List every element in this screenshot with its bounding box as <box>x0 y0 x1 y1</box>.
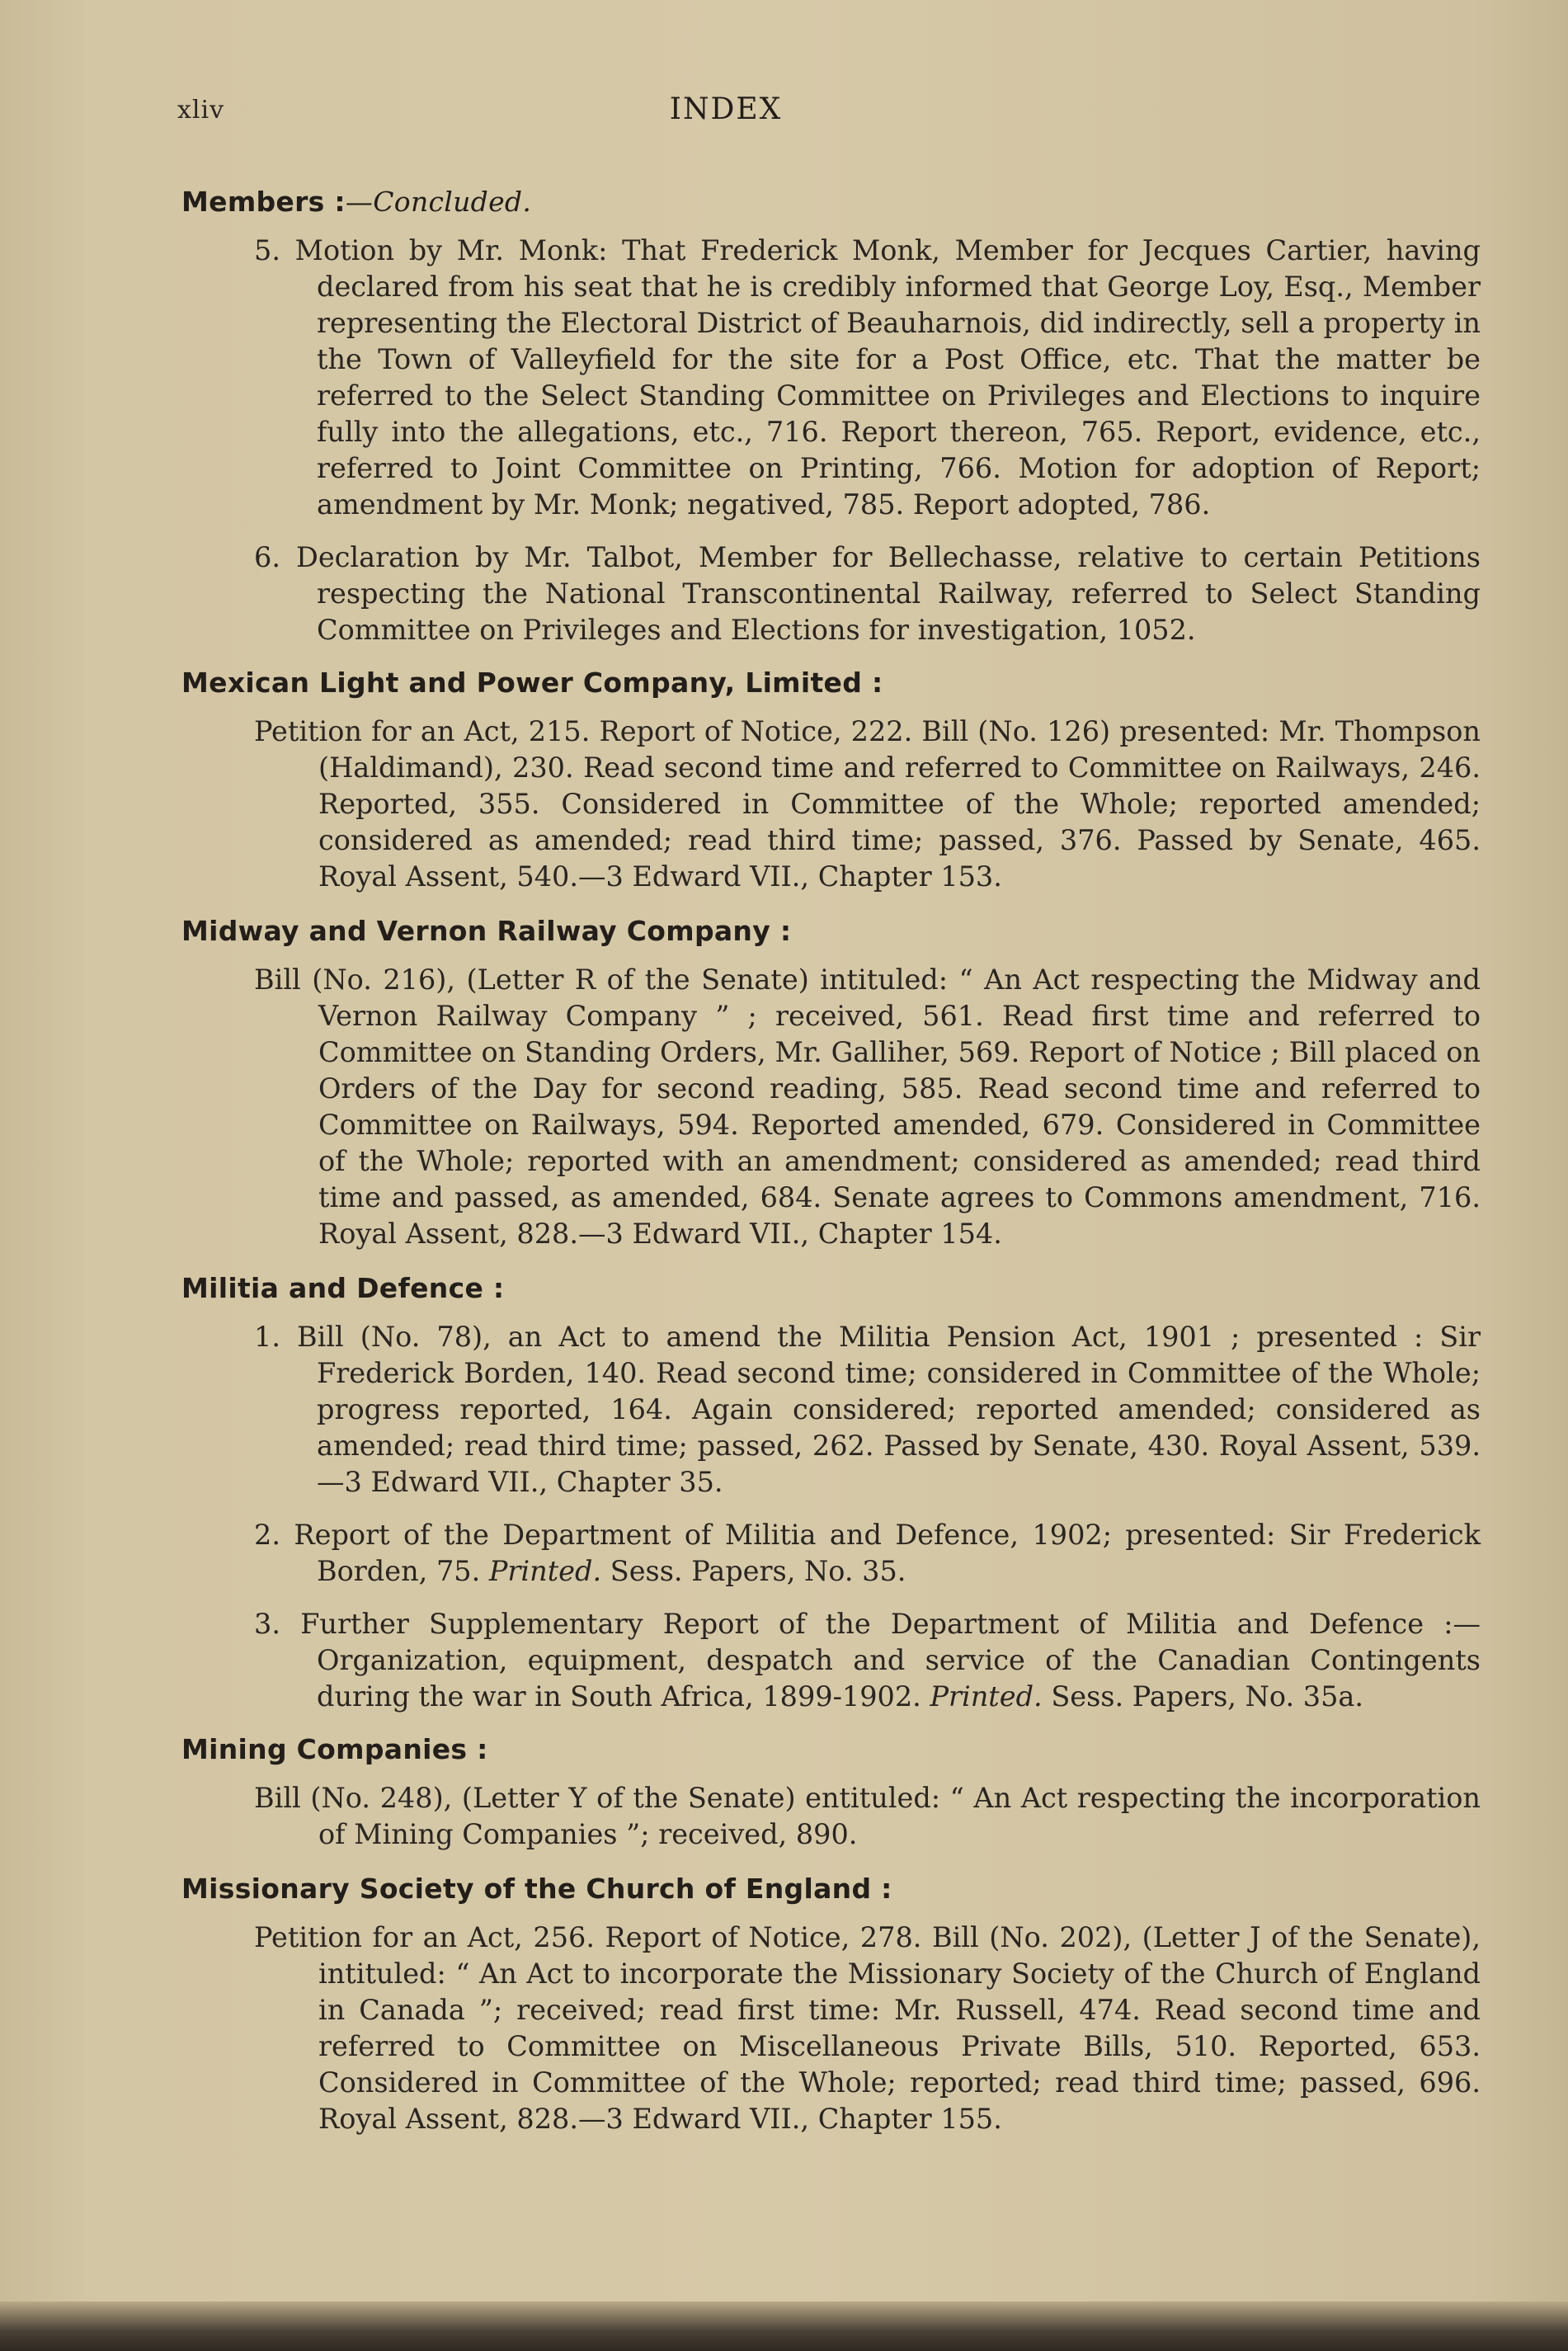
section-heading: Members :—Concluded. <box>181 186 532 218</box>
entry-text: Petition for an Act, 256. Report of Notice, 278. Bill (No. 202), (Letter J of the Senate), intituled: “ An Act to incorporate the Missionary Society of the Church of England in Canada ”; received; read first time: Mr. Russell, 474. Read second time and referred to Committee on Miscellaneous Private Bills, 510. Reported, 653. Considered in Committee of the Whole; reported; read third time; passed, 696. Royal Assent, 828.—3 Edward VII., Chapter 155. <box>254 1921 1481 2135</box>
index-entry <box>254 1319 1481 1501</box>
index-entry <box>254 714 1481 895</box>
index-section-militia <box>181 1272 1481 1715</box>
page-header <box>177 92 1464 142</box>
section-heading: Midway and Vernon Railway Company : <box>181 915 792 947</box>
section-heading: Mexican Light and Power Company, Limited : <box>181 667 883 699</box>
entry-text: Bill (No. 216), (Letter R of the Senate) intituled: “ An Act respecting the Midway and Vernon Railway Company ” ; received, 561. Read first time and referred to Committee on Standing Orders, Mr. Galliher, 569. Report of Notice ; Bill placed on Orders of the Day for second reading, 585. Read second time and referred to Committee on Railways, 594. Reported amended, 679. Considered in Committee of the Whole; reported with an amendment; considered as amended; read third time and passed, as amended, 684. Senate agrees to Commons amendment, 716. Royal Assent, 828.—3 Edward VII., Chapter 154. <box>254 963 1481 1250</box>
section-heading: Missionary Society of the Church of England : <box>181 1873 892 1905</box>
entry-text: Motion by Mr. Monk: That Frederick Monk, Member for Jecques Cartier, having declared from his seat that he is credibly informed that George Loy, Esq., Member representing the Electoral District of Beauharnois, did indirectly, sell a property in the Town of Valleyfield for the site for a Post Office, etc. That the matter be referred to the Select Standing Committee on Privileges and Elections to inquire fully into the allegations, etc., 716. Report thereon, 765. Report, evidence, etc., referred to Joint Committee on Printing, 766. Motion for adoption of Report; amendment by Mr. Monk; negatived, 785. Report adopted, 786. <box>294 234 1481 521</box>
index-entry <box>254 962 1481 1252</box>
entry-number: 5. <box>254 234 280 266</box>
page-title: INDEX <box>669 92 783 126</box>
index-section-mexican-light <box>181 667 1481 895</box>
section-heading: Mining Companies : <box>181 1733 488 1765</box>
entry-text: Petition for an Act, 215. Report of Notice, 222. Bill (No. 126) presented: Mr. Thompson (Haldimand), 230. Read second time and referred to Committee on Railways, 246. Reported, 355. Considered in Committee of the Whole; reported amended; considered as amended; read third time; passed, 376. Passed by Senate, 465. Royal Assent, 540.—3 Edward VII., Chapter 153. <box>254 715 1481 893</box>
entry-number: 2. <box>254 1519 280 1551</box>
index-section-members <box>181 186 1481 648</box>
section-heading: Militia and Defence : <box>181 1272 505 1304</box>
index-entry <box>254 1780 1481 1853</box>
entry-number: 1. <box>254 1321 280 1353</box>
printed-note: Printed. <box>930 1680 1043 1713</box>
index-section-missionary <box>181 1873 1481 2137</box>
book-binding-edge <box>0 2302 1568 2351</box>
entry-text: Report of the Department of Militia and Defence, 1902; presented: Sir Frederick Borden, 75. <box>294 1519 1481 1587</box>
index-section-mining <box>181 1733 1481 1853</box>
entry-number: 6. <box>254 541 280 573</box>
index-entry <box>254 1606 1481 1715</box>
index-entry <box>254 539 1481 648</box>
entry-text: Bill (No. 78), an Act to amend the Militia Pension Act, 1901 ; presented : Sir Frederick Borden, 140. Read second time; considered in Committee of the Whole; progress reported, 164. Again considered; reported amended; considered as amended; read third time; passed, 262. Passed by Senate, 430. Royal Assent, 539.—3 Edward VII., Chapter 35. <box>297 1321 1481 1498</box>
index-entry <box>254 233 1481 523</box>
page-number: xliv <box>177 96 225 125</box>
index-content <box>181 186 1481 2157</box>
sessional-paper-ref: Sess. Papers, No. 35a. <box>1042 1680 1364 1713</box>
index-section-midway-vernon <box>181 915 1481 1252</box>
entry-text: Further Supplementary Report of the Department of Militia and Defence :—Organization, equipment, despatch and service of the Canadian Contingents during the war in South Africa, 1899-1902. <box>300 1608 1481 1713</box>
entry-number: 3. <box>254 1608 280 1640</box>
heading-continuation: —Concluded. <box>345 186 532 218</box>
entry-text: Bill (No. 248), (Letter Y of the Senate) entituled: “ An Act respecting the incorporation of Mining Companies ”; received, 890. <box>254 1782 1481 1850</box>
index-entry <box>254 1517 1481 1590</box>
index-entry <box>254 1920 1481 2137</box>
printed-note: Printed. <box>488 1555 602 1587</box>
sessional-paper-ref: Sess. Papers, No. 35. <box>601 1555 906 1587</box>
entry-text: Declaration by Mr. Talbot, Member for Bellechasse, relative to certain Petitions respecting the National Transcontinental Railway, referred to Select Standing Committee on Privileges and Elections for investigation, 1052. <box>295 541 1481 646</box>
